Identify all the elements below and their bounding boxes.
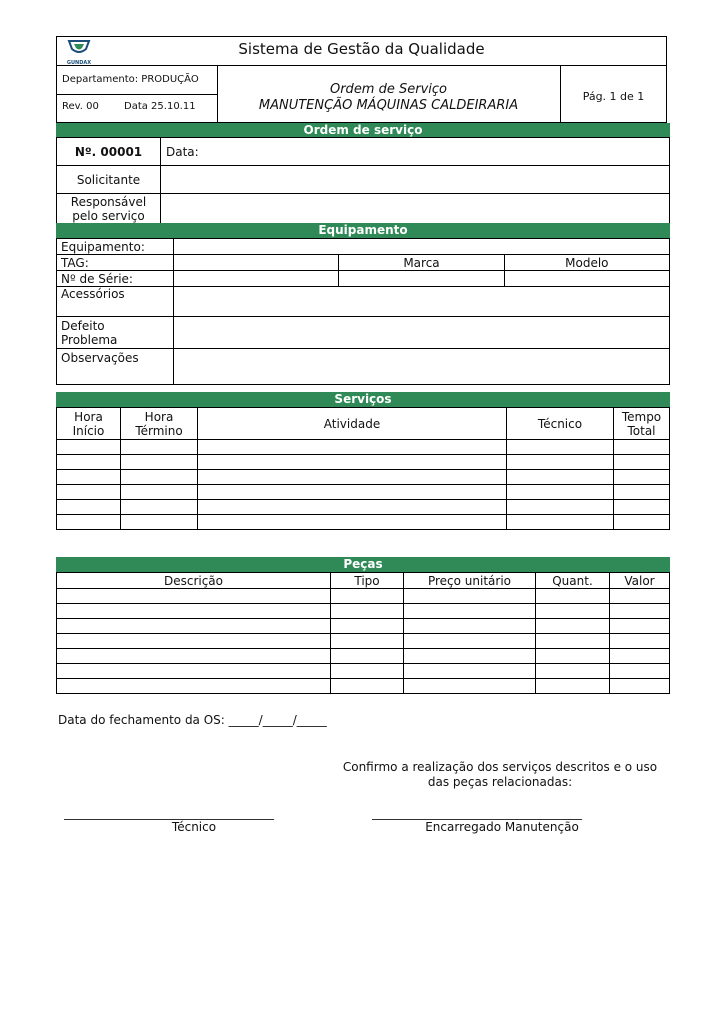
col-description: Descrição [57,573,331,589]
model-field[interactable] [504,271,669,287]
accessories-field[interactable] [174,287,670,317]
service-row-cell[interactable] [198,485,507,500]
part-row-cell[interactable] [610,619,670,634]
part-row-cell[interactable] [404,604,536,619]
col-value: Valor [610,573,670,589]
defect-label-line1: Defeito [61,318,105,333]
service-row-cell[interactable] [198,455,507,470]
col-technician: Técnico [507,408,614,440]
serial-label: Nº de Série: [57,271,174,287]
service-row-cell[interactable] [57,485,121,500]
service-row-cell[interactable] [121,515,198,530]
brand-field[interactable] [339,271,504,287]
part-row-cell[interactable] [404,634,536,649]
part-row [57,649,670,664]
col-start-time-line1: Hora [74,409,103,424]
part-row-cell[interactable] [331,589,404,604]
responsible-field[interactable] [161,194,670,224]
part-row-cell[interactable] [57,604,331,619]
part-row-cell[interactable] [57,679,331,694]
os-date-field[interactable]: Data: [161,138,670,166]
responsible-label-line2: pelo serviço [72,208,145,223]
service-row-cell[interactable] [614,455,670,470]
part-row-cell[interactable] [331,679,404,694]
service-row [57,455,670,470]
service-row-cell[interactable] [614,470,670,485]
col-end-time-line2: Término [135,423,183,438]
services-section-header: Serviços [56,392,670,407]
service-row-cell[interactable] [57,455,121,470]
service-row-cell[interactable] [614,485,670,500]
confirmation-text-line2: das peças relacionadas: [427,775,573,789]
col-total-time-line2: Total [627,423,656,438]
service-row-cell[interactable] [57,440,121,455]
service-row-cell[interactable] [57,470,121,485]
defect-label [57,317,174,349]
service-row-cell[interactable] [507,500,614,515]
service-row [57,485,670,500]
responsible-label [57,194,161,224]
service-row-cell[interactable] [614,515,670,530]
service-row-cell[interactable] [57,515,121,530]
service-row-cell[interactable] [198,440,507,455]
service-row-cell[interactable] [121,455,198,470]
accessories-label: Acessórios [57,287,174,317]
part-row-cell[interactable] [536,604,610,619]
tag-field[interactable] [174,255,339,271]
defect-label-line2: Problema [61,332,118,347]
parts-section-header: Peças [56,557,670,572]
part-row [57,664,670,679]
requester-label: Solicitante [57,166,161,194]
part-row [57,679,670,694]
service-row-cell[interactable] [614,440,670,455]
model-label: Modelo [504,255,669,271]
part-row-cell[interactable] [57,649,331,664]
services-table [56,407,670,530]
service-row-cell[interactable] [507,440,614,455]
part-row [57,589,670,604]
part-row [57,619,670,634]
service-row-cell[interactable] [121,485,198,500]
os-table [56,137,670,224]
service-row [57,500,670,515]
logo-text: GUNDAX [66,60,92,66]
department-label: Departamento: PRODUÇÃO [62,74,199,85]
supervisor-signature-line[interactable]: ___________________________________ [372,806,582,820]
closing-date: Data do fechamento da OS: _____/_____/_____ [58,713,327,727]
service-row-cell[interactable] [198,515,507,530]
part-row [57,634,670,649]
part-row-cell[interactable] [331,634,404,649]
document-title: Ordem de Serviço [329,82,447,97]
brand-label: Marca [339,255,504,271]
tag-label: TAG: [57,255,174,271]
part-row-cell[interactable] [610,589,670,604]
service-row-cell[interactable] [614,500,670,515]
part-row-cell[interactable] [404,664,536,679]
part-row-cell[interactable] [610,604,670,619]
col-start-time-line2: Início [72,423,105,438]
part-row-cell[interactable] [536,649,610,664]
os-number: Nº. 00001 [57,138,161,166]
col-end-time-line1: Hora [144,409,174,424]
col-total-time-line1: Tempo [621,409,662,424]
service-row-cell[interactable] [57,500,121,515]
document-subtitle: MANUTENÇÃO MÁQUINAS CALDEIRARIA [258,98,519,113]
confirmation-text-line1: Confirmo a realização dos serviços descritos e o uso [342,760,658,774]
part-row-cell[interactable] [404,589,536,604]
service-row-cell[interactable] [121,440,198,455]
page-number: Pág. 1 de 1 [582,90,645,103]
equipment-field[interactable] [174,239,670,255]
part-row-cell[interactable] [57,664,331,679]
part-row-cell[interactable] [610,634,670,649]
part-row-cell[interactable] [610,649,670,664]
part-row-cell[interactable] [404,679,536,694]
notes-field[interactable] [174,349,670,385]
part-row-cell[interactable] [536,634,610,649]
supervisor-label: Encarregado Manutenção [425,820,579,834]
equipment-table [56,238,670,385]
parts-table [56,572,670,694]
part-row-cell[interactable] [404,619,536,634]
service-row [57,440,670,455]
part-row-cell[interactable] [536,619,610,634]
service-row-cell[interactable] [198,470,507,485]
part-row-cell[interactable] [536,664,610,679]
responsible-label-line1: Responsável [70,194,147,209]
part-row-cell[interactable] [536,589,610,604]
defect-field[interactable] [174,317,670,349]
part-row-cell[interactable] [57,619,331,634]
service-row-cell[interactable] [121,470,198,485]
col-type: Tipo [331,573,404,589]
col-start-time [57,408,121,440]
service-row [57,515,670,530]
col-total-time [614,408,670,440]
part-row-cell[interactable] [404,649,536,664]
col-end-time [121,408,198,440]
part-row-cell[interactable] [57,589,331,604]
part-row [57,604,670,619]
col-unit-price: Preço unitário [404,573,536,589]
part-row-cell[interactable] [610,679,670,694]
service-row-cell[interactable] [507,470,614,485]
technician-label: Técnico [171,820,217,834]
system-title: Sistema de Gestão da Qualidade [238,40,485,58]
part-row-cell[interactable] [331,664,404,679]
equipment-label: Equipamento: [57,239,174,255]
os-section-header: Ordem de serviço [56,123,670,137]
technician-signature-line[interactable]: ___________________________________ [64,806,274,820]
col-quantity: Quant. [536,573,610,589]
equipment-section-header: Equipamento [56,223,670,238]
service-row-cell[interactable] [507,485,614,500]
serial-field[interactable] [174,271,339,287]
service-row-cell[interactable] [121,500,198,515]
part-row-cell[interactable] [57,634,331,649]
revision-date: Data 25.10.11 [124,101,196,112]
notes-label: Observações [57,349,174,385]
part-row-cell[interactable] [331,604,404,619]
service-row [57,470,670,485]
part-row-cell[interactable] [610,664,670,679]
service-row-cell[interactable] [507,515,614,530]
part-row-cell[interactable] [331,649,404,664]
service-row-cell[interactable] [198,500,507,515]
revision-label: Rev. 00 [62,101,99,112]
part-row-cell[interactable] [331,619,404,634]
requester-field[interactable] [161,166,670,194]
part-row-cell[interactable] [536,679,610,694]
col-activity: Atividade [198,408,507,440]
service-row-cell[interactable] [507,455,614,470]
